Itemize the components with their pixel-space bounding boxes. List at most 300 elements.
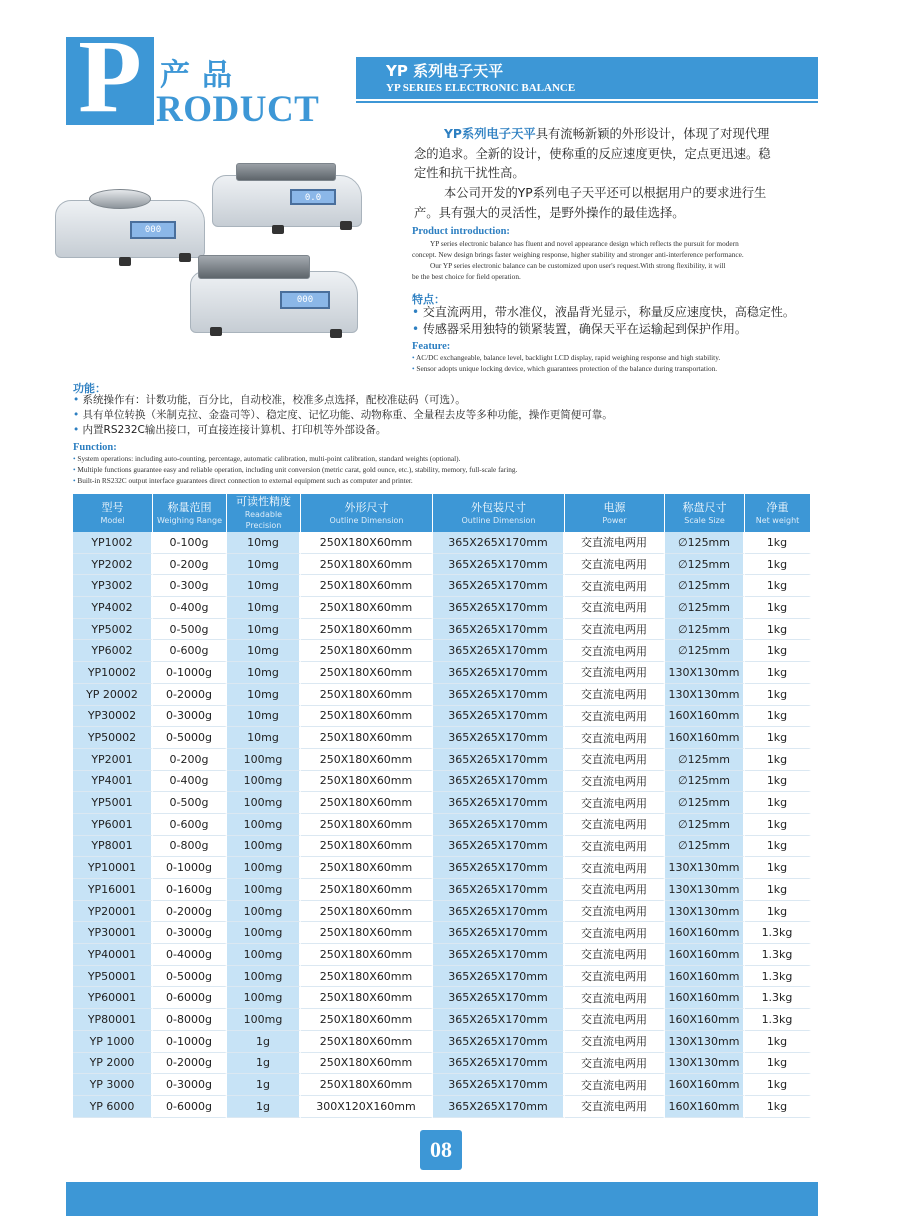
table-cell: 交直流电两用 xyxy=(565,532,665,554)
functions-heading: 功能： xyxy=(73,382,106,395)
column-header xyxy=(665,494,745,532)
function-heading-en: Function: xyxy=(73,442,117,453)
table-cell: 160X160mm xyxy=(665,1009,745,1031)
column-header xyxy=(565,494,665,532)
table-cell: 250X180X60mm xyxy=(301,944,433,966)
table-cell: 365X265X170mm xyxy=(433,1053,565,1075)
table-cell: 0-5000g xyxy=(153,966,227,988)
table-cell: 交直流电两用 xyxy=(565,857,665,879)
table-cell: 250X180X60mm xyxy=(301,922,433,944)
table-row xyxy=(73,597,811,619)
table-cell: 10mg xyxy=(227,597,301,619)
table-cell: YP16001 xyxy=(73,879,153,901)
column-header xyxy=(745,494,811,532)
table-cell: 365X265X170mm xyxy=(433,727,565,749)
table-cell: 交直流电两用 xyxy=(565,575,665,597)
table-cell: 250X180X60mm xyxy=(301,575,433,597)
table-row xyxy=(73,662,811,684)
table-cell: 250X180X60mm xyxy=(301,597,433,619)
table-cell: YP5002 xyxy=(73,619,153,641)
table-cell: 10mg xyxy=(227,684,301,706)
table-cell: YP 6000 xyxy=(73,1096,153,1118)
table-cell: 365X265X170mm xyxy=(433,532,565,554)
table-row xyxy=(73,814,811,836)
table-cell: 0-1000g xyxy=(153,857,227,879)
table-cell: 交直流电两用 xyxy=(565,619,665,641)
column-header-en: Power xyxy=(602,515,627,525)
table-cell: 100mg xyxy=(227,901,301,923)
banner-chinese-title: YP 系列电子天平 xyxy=(386,62,504,80)
table-cell: 100mg xyxy=(227,879,301,901)
table-cell: 0-500g xyxy=(153,792,227,814)
table-cell: 1g xyxy=(227,1031,301,1053)
logo-letter: P xyxy=(78,19,142,134)
table-cell: 365X265X170mm xyxy=(433,857,565,879)
table-cell: 100mg xyxy=(227,922,301,944)
table-cell: 1.3kg xyxy=(745,966,811,988)
table-cell: 交直流电两用 xyxy=(565,987,665,1009)
table-cell: YP 1000 xyxy=(73,1031,153,1053)
table-cell: 0-2000g xyxy=(153,901,227,923)
table-cell: 365X265X170mm xyxy=(433,836,565,858)
product-name-highlight: YP系列电子天平 xyxy=(444,127,536,141)
table-cell: 1kg xyxy=(745,857,811,879)
table-cell: YP2002 xyxy=(73,554,153,576)
table-cell: 250X180X60mm xyxy=(301,749,433,771)
table-cell: 交直流电两用 xyxy=(565,597,665,619)
table-cell: 250X180X60mm xyxy=(301,987,433,1009)
table-cell: 250X180X60mm xyxy=(301,684,433,706)
product-introduction-heading: Product introduction: xyxy=(412,226,510,237)
table-row xyxy=(73,922,811,944)
table-cell: 10mg xyxy=(227,662,301,684)
table-cell: 0-600g xyxy=(153,640,227,662)
table-row xyxy=(73,792,811,814)
table-cell: 0-3000g xyxy=(153,1074,227,1096)
column-header-en: Model xyxy=(100,515,125,525)
table-cell: 365X265X170mm xyxy=(433,792,565,814)
table-cell: 0-4000g xyxy=(153,944,227,966)
table-cell: 365X265X170mm xyxy=(433,1031,565,1053)
table-cell: ∅125mm xyxy=(665,640,745,662)
table-cell: YP30001 xyxy=(73,922,153,944)
table-cell: 1kg xyxy=(745,597,811,619)
table-cell: 250X180X60mm xyxy=(301,1031,433,1053)
table-cell: 250X180X60mm xyxy=(301,792,433,814)
table-cell: 130X130mm xyxy=(665,1053,745,1075)
lcd-display: 0.0 xyxy=(290,189,336,205)
table-cell: 0-400g xyxy=(153,771,227,793)
table-cell: 1kg xyxy=(745,727,811,749)
table-cell: 100mg xyxy=(227,836,301,858)
table-cell: YP2001 xyxy=(73,749,153,771)
column-header-cn: 外形尺寸 xyxy=(344,500,389,514)
table-row xyxy=(73,706,811,728)
intro-line-3: 定性和抗干扰性高。 xyxy=(414,166,525,180)
table-cell: 1kg xyxy=(745,1053,811,1075)
table-cell: 0-1000g xyxy=(153,1031,227,1053)
table-cell: 1kg xyxy=(745,836,811,858)
table-row xyxy=(73,944,811,966)
feature-en-line-1: • AC/DC exchangeable, balance level, backlight LCD display, rapid weighing response and high stability. xyxy=(412,353,721,362)
column-header xyxy=(433,494,565,532)
table-cell: YP10001 xyxy=(73,857,153,879)
table-cell: ∅125mm xyxy=(665,836,745,858)
table-cell: ∅125mm xyxy=(665,814,745,836)
table-cell: 250X180X60mm xyxy=(301,814,433,836)
table-cell: YP4001 xyxy=(73,771,153,793)
banner-underline xyxy=(356,101,818,103)
table-cell: 交直流电两用 xyxy=(565,1009,665,1031)
table-cell: 0-6000g xyxy=(153,987,227,1009)
page-number: 08 xyxy=(420,1130,462,1170)
table-cell: 1kg xyxy=(745,554,811,576)
table-cell: YP6002 xyxy=(73,640,153,662)
table-cell: 160X160mm xyxy=(665,944,745,966)
table-cell: 交直流电两用 xyxy=(565,966,665,988)
table-cell: 交直流电两用 xyxy=(565,662,665,684)
table-row xyxy=(73,749,811,771)
table-cell: 100mg xyxy=(227,1009,301,1031)
table-cell: ∅125mm xyxy=(665,771,745,793)
intro-line-4: 本公司开发的YP系列电子天平还可以根据用户的要求进行生 xyxy=(444,186,767,200)
intro-line-1: 具有流畅新颖的外形设计，体现了对现代理 xyxy=(535,127,770,141)
table-cell: 1kg xyxy=(745,792,811,814)
table-cell: 0-1000g xyxy=(153,662,227,684)
table-cell: 160X160mm xyxy=(665,987,745,1009)
column-header-cn: 净重 xyxy=(766,500,789,514)
column-header xyxy=(301,494,433,532)
table-row xyxy=(73,987,811,1009)
table-cell: 0-200g xyxy=(153,554,227,576)
table-cell: 250X180X60mm xyxy=(301,640,433,662)
table-cell: 1.3kg xyxy=(745,1009,811,1031)
column-header xyxy=(73,494,153,532)
table-cell: YP50001 xyxy=(73,966,153,988)
logo-chinese-title: 产品 xyxy=(160,58,244,93)
table-row xyxy=(73,857,811,879)
table-cell: ∅125mm xyxy=(665,749,745,771)
table-cell: 0-800g xyxy=(153,836,227,858)
table-cell: 10mg xyxy=(227,727,301,749)
table-cell: 1kg xyxy=(745,1031,811,1053)
table-cell: 160X160mm xyxy=(665,1096,745,1118)
column-header-cn: 外包装尺寸 xyxy=(471,500,526,514)
logo-letter-block xyxy=(66,19,154,134)
intro-line-2: 念的追求。全新的设计，使称重的反应速度更快，定点更迅速。稳 xyxy=(414,146,771,161)
table-cell: 交直流电两用 xyxy=(565,836,665,858)
table-cell: 365X265X170mm xyxy=(433,922,565,944)
table-cell: 365X265X170mm xyxy=(433,554,565,576)
table-cell: YP30002 xyxy=(73,706,153,728)
table-cell: 交直流电两用 xyxy=(565,922,665,944)
spec-table xyxy=(73,494,811,1118)
table-cell: YP40001 xyxy=(73,944,153,966)
table-cell: 10mg xyxy=(227,575,301,597)
table-cell: 100mg xyxy=(227,792,301,814)
table-cell: 365X265X170mm xyxy=(433,1009,565,1031)
table-cell: YP10002 xyxy=(73,662,153,684)
table-cell: 交直流电两用 xyxy=(565,944,665,966)
table-row xyxy=(73,727,811,749)
table-cell: ∅125mm xyxy=(665,554,745,576)
table-cell: 1kg xyxy=(745,814,811,836)
table-cell: 365X265X170mm xyxy=(433,814,565,836)
table-cell: 0-100g xyxy=(153,532,227,554)
table-cell: 10mg xyxy=(227,554,301,576)
table-cell: 0-600g xyxy=(153,814,227,836)
function-item-3: • 内置RS232C输出接口，可直接连接计算机、打印机等外部设备。 xyxy=(73,424,387,436)
intro-en-line-2: concept. New design brings faster weighing response, higher stability and stronger anti-interference performance. xyxy=(412,250,744,259)
table-cell: 1kg xyxy=(745,1074,811,1096)
table-cell: ∅125mm xyxy=(665,575,745,597)
table-cell: YP1002 xyxy=(73,532,153,554)
column-header-en: Readable Precision xyxy=(244,510,283,530)
table-cell: ∅125mm xyxy=(665,619,745,641)
function-en-line-1: • System operations: including auto-counting, percentage, automatic calibration, multi-point calibration, standard weights (optional). xyxy=(73,454,461,463)
table-cell: 250X180X60mm xyxy=(301,1074,433,1096)
table-cell: 1.3kg xyxy=(745,944,811,966)
intro-line-5: 产。具有强大的灵活性，是野外操作的最佳选择。 xyxy=(414,205,685,220)
table-cell: 250X180X60mm xyxy=(301,857,433,879)
table-cell: 100mg xyxy=(227,857,301,879)
table-cell: 0-300g xyxy=(153,575,227,597)
table-cell: 250X180X60mm xyxy=(301,836,433,858)
function-en-list xyxy=(73,453,517,486)
table-cell: 1kg xyxy=(745,771,811,793)
table-cell: 交直流电两用 xyxy=(565,771,665,793)
table-row xyxy=(73,1096,811,1118)
table-cell: YP 2000 xyxy=(73,1053,153,1075)
table-cell: 交直流电两用 xyxy=(565,814,665,836)
table-cell: 365X265X170mm xyxy=(433,597,565,619)
table-cell: 365X265X170mm xyxy=(433,1074,565,1096)
table-cell: 100mg xyxy=(227,749,301,771)
table-cell: 250X180X60mm xyxy=(301,771,433,793)
table-row xyxy=(73,836,811,858)
table-cell: YP6001 xyxy=(73,814,153,836)
table-cell: YP 3000 xyxy=(73,1074,153,1096)
table-cell: 0-8000g xyxy=(153,1009,227,1031)
table-cell: 0-2000g xyxy=(153,1053,227,1075)
intro-en-line-1: YP series electronic balance has fluent and novel appearance design which reflects the pursuit for modern xyxy=(430,239,739,248)
column-header-en: Net weight xyxy=(755,515,800,525)
table-cell: 0-1600g xyxy=(153,879,227,901)
function-item-2: • 具有单位转换（米制克拉、金盎司等）、稳定度、记忆功能、动物称重、全量程去皮等多种功能，操作更简便可靠。 xyxy=(73,409,613,421)
table-cell: 1kg xyxy=(745,619,811,641)
function-en-line-3: • Built-in RS232C output interface guarantees direct connection to external equipment such as computer and printer. xyxy=(73,476,413,485)
footer-bar xyxy=(66,1182,818,1216)
table-row xyxy=(73,532,811,554)
logo-english-title: RODUCT xyxy=(156,89,320,130)
table-cell: 160X160mm xyxy=(665,922,745,944)
table-cell: 365X265X170mm xyxy=(433,987,565,1009)
table-cell: 1kg xyxy=(745,879,811,901)
table-cell: 0-200g xyxy=(153,749,227,771)
table-cell: 250X180X60mm xyxy=(301,879,433,901)
table-row xyxy=(73,1053,811,1075)
table-cell: 0-5000g xyxy=(153,727,227,749)
table-cell: 100mg xyxy=(227,771,301,793)
function-item-1: • 系统操作有：计数功能，百分比，自动校准，校准多点选择，配校准砝码（可选）。 xyxy=(73,394,466,406)
table-cell: 1kg xyxy=(745,662,811,684)
features-heading: 特点： xyxy=(412,293,445,306)
table-cell: 交直流电两用 xyxy=(565,640,665,662)
column-header-en: Scale Size xyxy=(684,515,725,525)
table-row xyxy=(73,1009,811,1031)
table-cell: 10mg xyxy=(227,619,301,641)
lcd-display: 000 xyxy=(280,291,330,309)
column-header-cn: 称盘尺寸 xyxy=(682,500,727,514)
table-cell: 100mg xyxy=(227,966,301,988)
intro-en-line-4: be the best choice for field operation. xyxy=(412,272,521,281)
table-cell: 250X180X60mm xyxy=(301,532,433,554)
table-cell: YP50002 xyxy=(73,727,153,749)
table-cell: ∅125mm xyxy=(665,532,745,554)
table-cell: 1g xyxy=(227,1074,301,1096)
table-cell: 160X160mm xyxy=(665,706,745,728)
table-cell: 365X265X170mm xyxy=(433,944,565,966)
table-cell: 100mg xyxy=(227,814,301,836)
table-cell: 0-3000g xyxy=(153,922,227,944)
table-cell: 0-400g xyxy=(153,597,227,619)
table-cell: 1kg xyxy=(745,532,811,554)
table-cell: 365X265X170mm xyxy=(433,771,565,793)
table-cell: 250X180X60mm xyxy=(301,662,433,684)
table-row xyxy=(73,1031,811,1053)
table-cell: 1.3kg xyxy=(745,987,811,1009)
table-cell: YP60001 xyxy=(73,987,153,1009)
table-cell: 365X265X170mm xyxy=(433,749,565,771)
table-cell: 250X180X60mm xyxy=(301,1009,433,1031)
table-cell: YP20001 xyxy=(73,901,153,923)
table-cell: ∅125mm xyxy=(665,792,745,814)
table-cell: 160X160mm xyxy=(665,966,745,988)
table-cell: 交直流电两用 xyxy=(565,1074,665,1096)
table-row xyxy=(73,640,811,662)
table-cell: YP 20002 xyxy=(73,684,153,706)
table-cell: 365X265X170mm xyxy=(433,1096,565,1118)
intro-paragraph-cn-2 xyxy=(414,184,816,223)
table-row xyxy=(73,901,811,923)
table-cell: 交直流电两用 xyxy=(565,1053,665,1075)
column-header-en: Weighing Range xyxy=(156,515,222,525)
table-cell: 160X160mm xyxy=(665,727,745,749)
table-cell: 1kg xyxy=(745,749,811,771)
table-cell: 交直流电两用 xyxy=(565,879,665,901)
table-cell: 130X130mm xyxy=(665,901,745,923)
table-cell: YP4002 xyxy=(73,597,153,619)
spec-table-header xyxy=(73,494,811,532)
table-cell: 10mg xyxy=(227,640,301,662)
feature-en-line-2: • Sensor adopts unique locking device, which guarantees protection of the balance during transportation. xyxy=(412,364,718,373)
table-cell: 365X265X170mm xyxy=(433,684,565,706)
column-header-cn: 电源 xyxy=(603,500,626,514)
intro-paragraph-cn xyxy=(414,125,816,184)
table-cell: 1kg xyxy=(745,706,811,728)
table-cell: 0-2000g xyxy=(153,684,227,706)
table-cell: 250X180X60mm xyxy=(301,554,433,576)
table-cell: 250X180X60mm xyxy=(301,1053,433,1075)
product-image-square-pan-balance-top xyxy=(212,163,367,243)
table-cell: 300X120X160mm xyxy=(301,1096,433,1118)
table-cell: 0-6000g xyxy=(153,1096,227,1118)
column-header xyxy=(227,494,301,532)
table-cell: 1kg xyxy=(745,1096,811,1118)
feature-en-list xyxy=(412,352,720,374)
table-cell: 365X265X170mm xyxy=(433,879,565,901)
table-row xyxy=(73,554,811,576)
table-cell: 100mg xyxy=(227,944,301,966)
table-cell: 250X180X60mm xyxy=(301,706,433,728)
banner-english-title: YP SERIES ELECTRONIC BALANCE xyxy=(386,82,576,94)
column-header-en: Outline Dimension xyxy=(329,515,404,525)
table-row xyxy=(73,1074,811,1096)
table-cell: YP3002 xyxy=(73,575,153,597)
table-cell: 0-500g xyxy=(153,619,227,641)
table-cell: YP5001 xyxy=(73,792,153,814)
column-header-cn: 可读性精度 xyxy=(236,495,291,508)
table-cell: 10mg xyxy=(227,706,301,728)
table-cell: 250X180X60mm xyxy=(301,727,433,749)
table-cell: 交直流电两用 xyxy=(565,901,665,923)
product-introduction-en xyxy=(412,238,817,282)
table-cell: ∅125mm xyxy=(665,597,745,619)
table-cell: 365X265X170mm xyxy=(433,575,565,597)
table-cell: 1g xyxy=(227,1053,301,1075)
table-cell: 365X265X170mm xyxy=(433,640,565,662)
lcd-display: 000 xyxy=(130,221,176,239)
product-image-square-pan-balance-bottom xyxy=(190,255,362,345)
table-cell: 130X130mm xyxy=(665,857,745,879)
table-cell: 100mg xyxy=(227,987,301,1009)
product-image-round-pan-balance xyxy=(55,185,210,270)
table-cell: 1kg xyxy=(745,901,811,923)
table-cell: 365X265X170mm xyxy=(433,966,565,988)
table-cell: 交直流电两用 xyxy=(565,706,665,728)
table-cell: YP8001 xyxy=(73,836,153,858)
table-cell: 交直流电两用 xyxy=(565,1031,665,1053)
table-cell: 250X180X60mm xyxy=(301,966,433,988)
intro-en-line-3: Our YP series electronic balance can be customized upon user's request.With strong flexibility, it will xyxy=(430,261,726,270)
feature-item-1: • 交直流两用，带水准仪，液晶背光显示，称量反应速度快，高稳定性。 xyxy=(412,305,795,319)
column-header-cn: 型号 xyxy=(101,500,124,514)
table-row xyxy=(73,619,811,641)
table-cell: 250X180X60mm xyxy=(301,619,433,641)
table-row xyxy=(73,966,811,988)
table-cell: 交直流电两用 xyxy=(565,684,665,706)
table-cell: 130X130mm xyxy=(665,684,745,706)
table-cell: 1kg xyxy=(745,640,811,662)
table-cell: 1g xyxy=(227,1096,301,1118)
table-cell: 1kg xyxy=(745,684,811,706)
table-cell: 365X265X170mm xyxy=(433,662,565,684)
column-header xyxy=(153,494,227,532)
table-cell: 10mg xyxy=(227,532,301,554)
function-en-line-2: • Multiple functions guarantee easy and reliable operation, including unit conversion (metric carat, gold ounce, etc.), stability, memory, full-scale faring. xyxy=(73,465,518,474)
table-row xyxy=(73,879,811,901)
table-cell: 0-3000g xyxy=(153,706,227,728)
spec-table-body xyxy=(73,532,811,1118)
column-header-cn: 称量范围 xyxy=(167,500,212,514)
column-header-en: Outline Dimension xyxy=(461,515,536,525)
table-cell: 160X160mm xyxy=(665,1074,745,1096)
table-cell: 130X130mm xyxy=(665,879,745,901)
table-cell: 250X180X60mm xyxy=(301,901,433,923)
table-cell: 交直流电两用 xyxy=(565,554,665,576)
table-cell: 交直流电两用 xyxy=(565,1096,665,1118)
table-row xyxy=(73,771,811,793)
